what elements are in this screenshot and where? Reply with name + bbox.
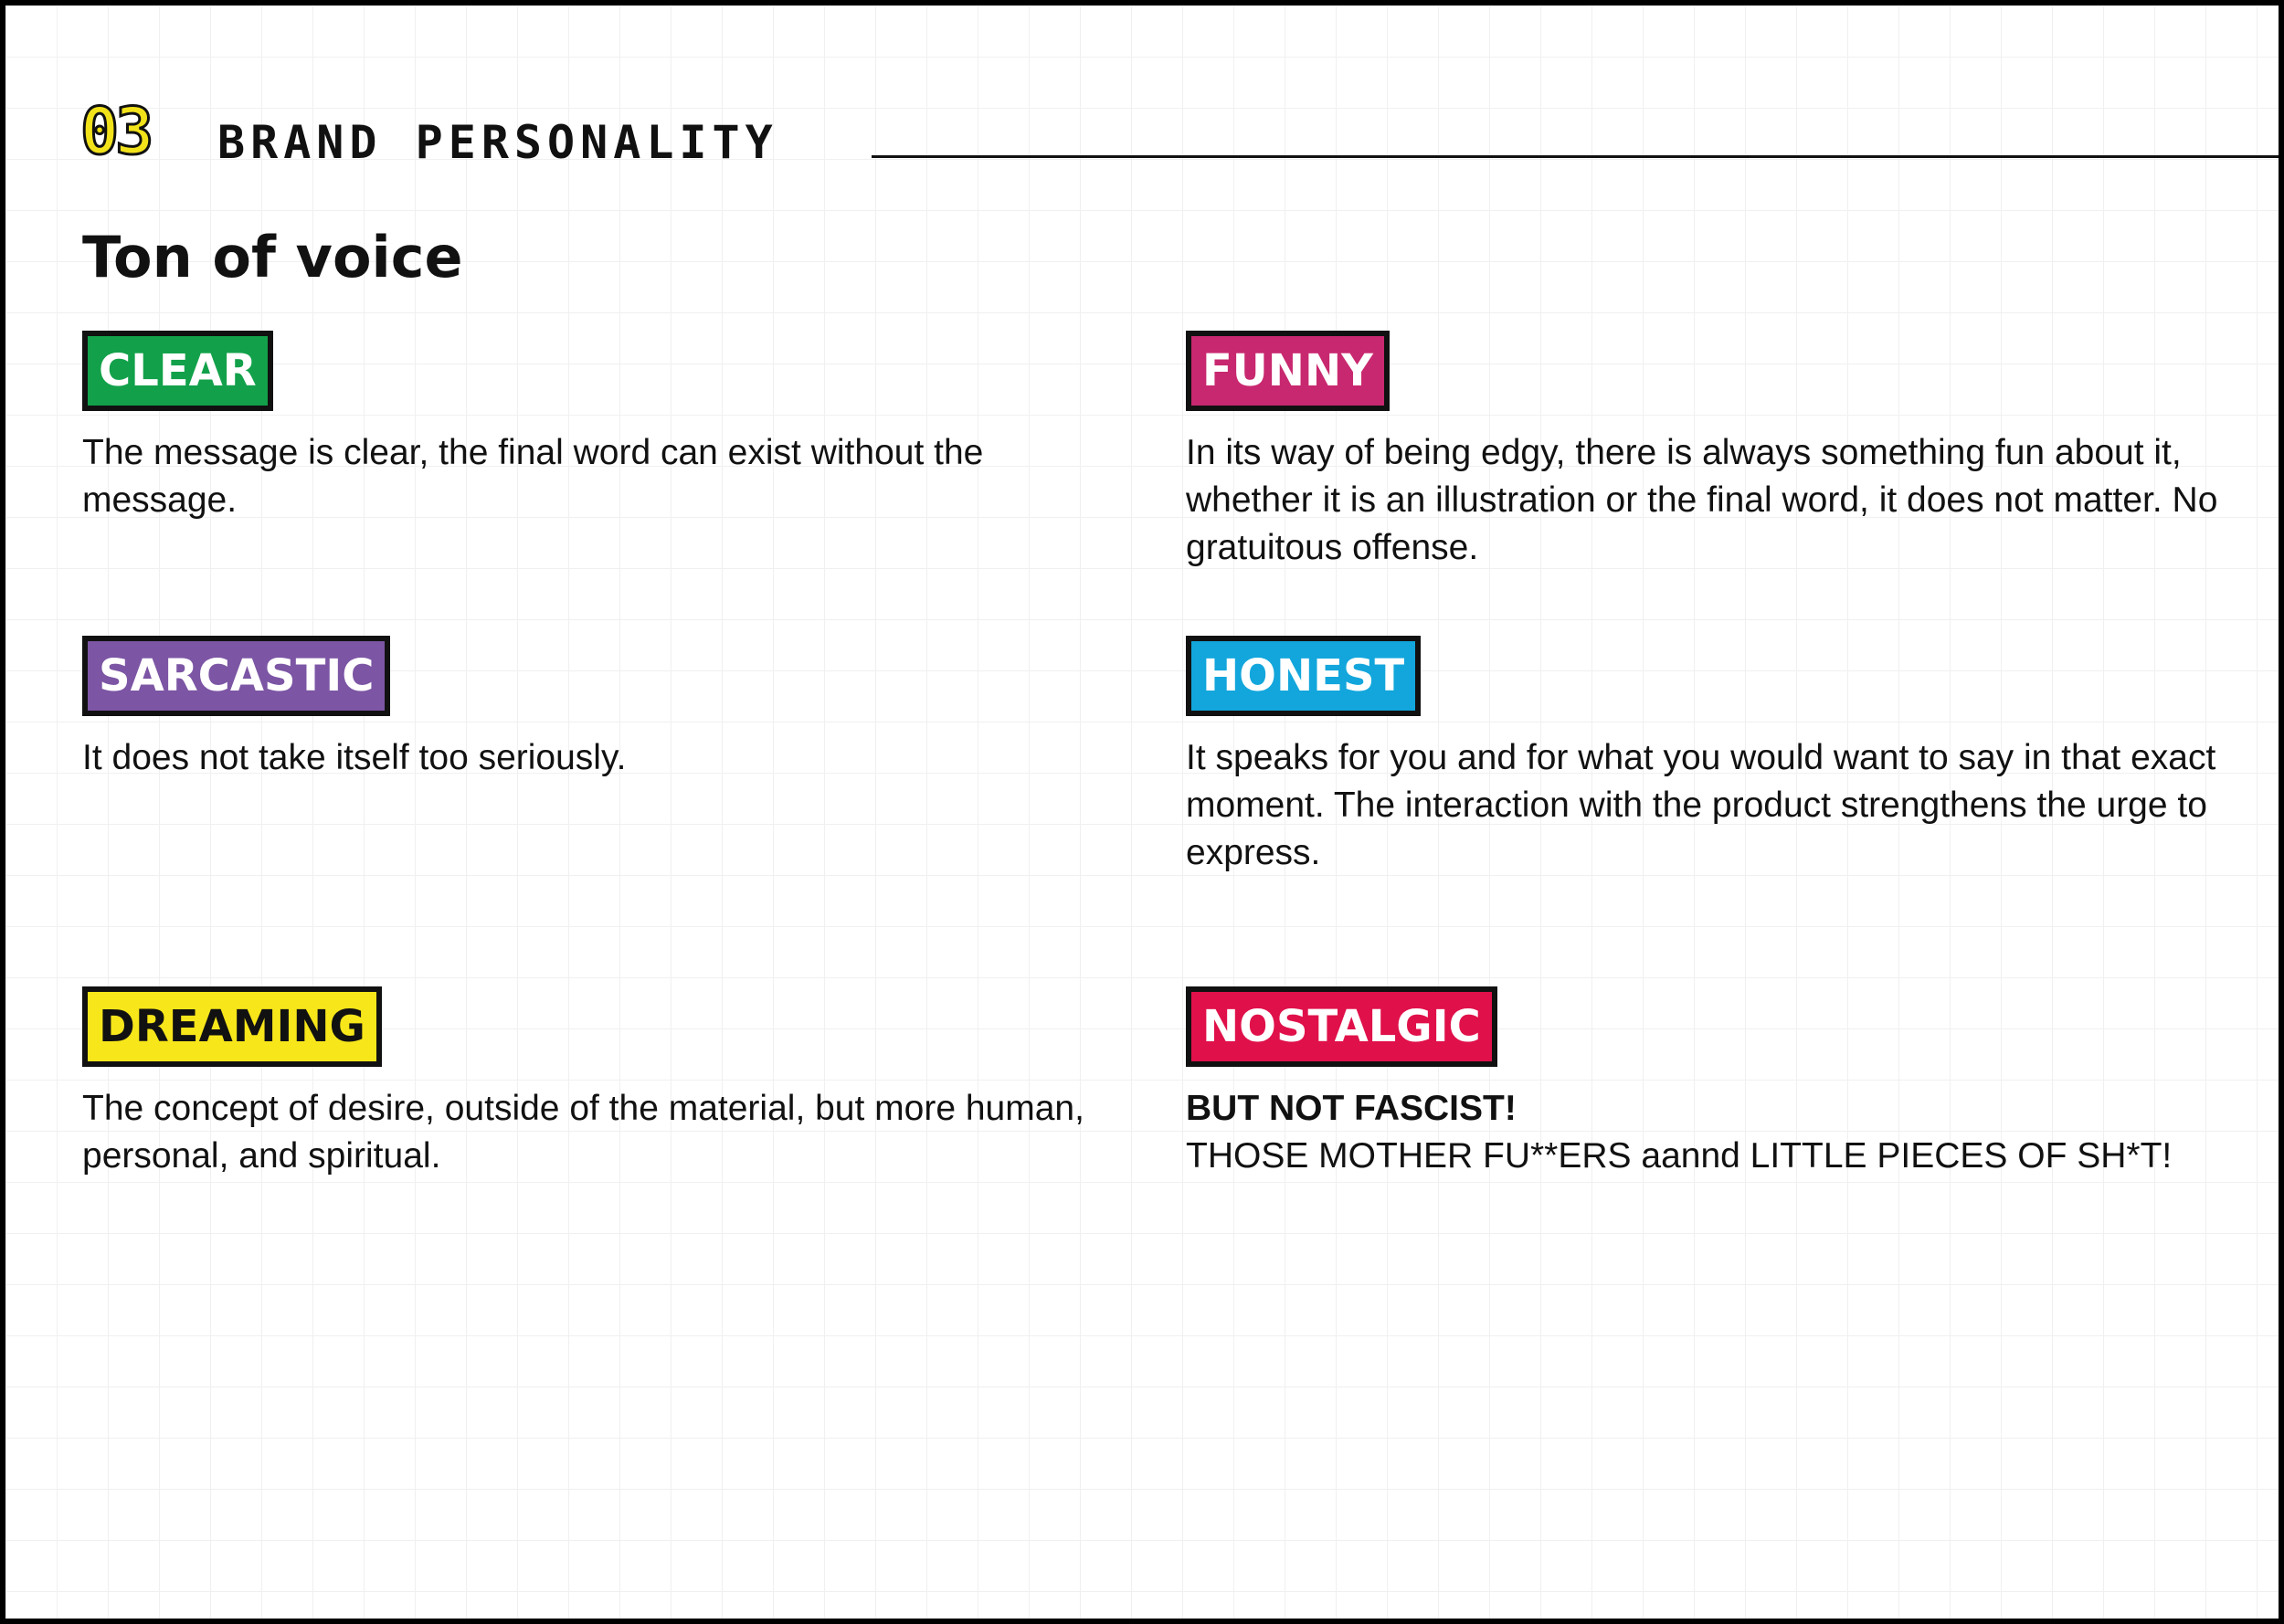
trait-sarcastic (82, 636, 1142, 782)
trait-funny (1186, 331, 2246, 572)
page-heading: Ton of voice (82, 224, 463, 290)
trait-dreaming (82, 986, 1142, 1180)
trait-honest (1186, 636, 2246, 877)
header-divider (872, 155, 2279, 158)
section-header (80, 94, 2279, 170)
trait-description-nostalgic: THOSE MOTHER FU**ERS aannd LITTLE PIECES OF SH*T! (1186, 1136, 2173, 1176)
trait-description-sarcastic: It does not take itself too seriously. (82, 738, 627, 777)
trait-clear (82, 331, 1142, 524)
trait-emphasis-nostalgic: BUT NOT FASCIST! (1186, 1089, 1517, 1128)
trait-description-funny: In its way of being edgy, there is always something fun about it, whether it is an illustration or the final word, it does not matter. No gratuitous offense. (1186, 433, 2228, 567)
trait-description-dreaming: The concept of desire, outside of the material, but more human, personal, and spiritual. (82, 1089, 1084, 1176)
trait-nostalgic (1186, 986, 2246, 1180)
trait-badge-nostalgic: NOSTALGIC (1186, 986, 1497, 1067)
trait-badge-funny: FUNNY (1186, 331, 1390, 411)
trait-badge-honest: HONEST (1186, 636, 1421, 716)
section-title: BRAND PERSONALITY (217, 116, 778, 169)
section-number: 03 (80, 94, 151, 169)
trait-badge-sarcastic: SARCASTIC (82, 636, 390, 716)
trait-badge-dreaming: DREAMING (82, 986, 382, 1067)
trait-description-clear: The message is clear, the final word can exist without the message. (82, 433, 984, 520)
trait-badge-clear: CLEAR (82, 331, 273, 411)
trait-description-honest: It speaks for you and for what you would want to say in that exact moment. The interaction with the product strengthens the urge to express. (1186, 738, 2216, 872)
